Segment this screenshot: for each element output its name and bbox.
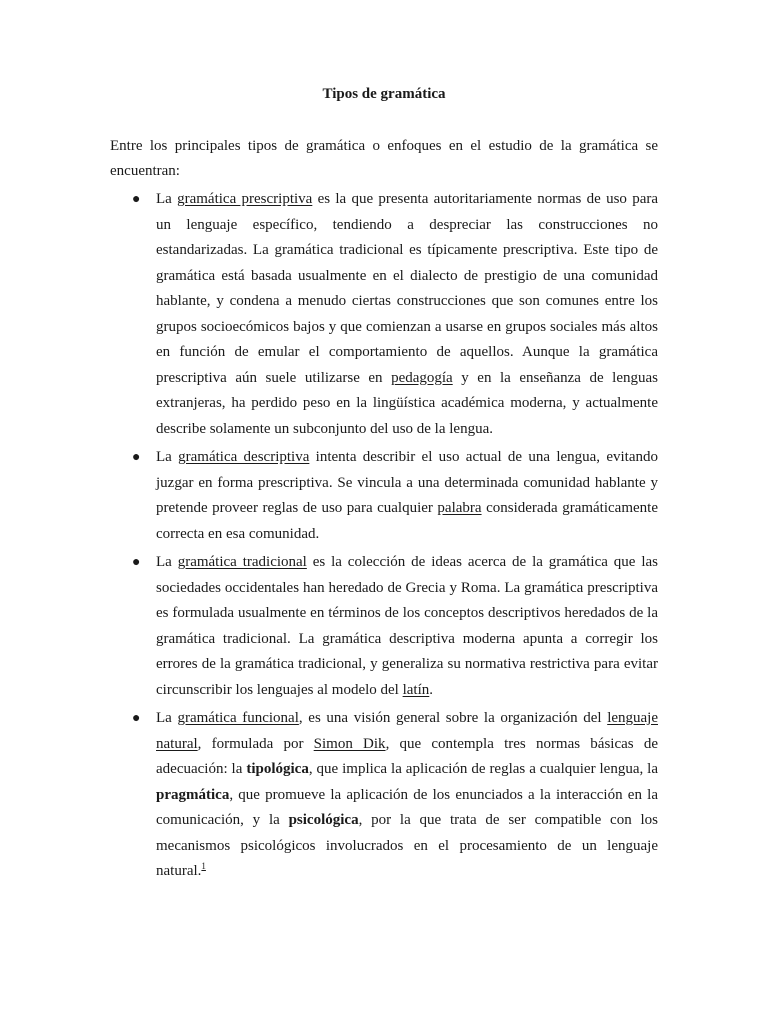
item-text: La [156,191,178,207]
item-text: . [429,681,434,698]
bold-term-pragmatica: pragmática [156,786,230,803]
link-gramatica-prescriptiva[interactable]: gramática prescriptiva [177,191,313,207]
link-palabra[interactable]: palabra [437,500,482,516]
item-text: , que contempla tres normas básicas de adecuación: la [156,735,658,777]
link-gramatica-funcional[interactable]: gramática funcional [177,710,299,726]
bullet-icon: ● [132,711,141,726]
grammar-types-list [110,187,658,885]
bold-term-psicologica: psicológica [288,812,359,828]
item-text: considerada gramáticamente correcta en esa comunidad. [156,500,658,542]
bullet-icon: ● [132,555,141,570]
link-gramatica-tradicional[interactable]: gramática tradicional [177,554,307,570]
item-text: y en la enseñanza de lenguas extranjeras, ha perdido peso en la lingüística académica moderna, y actualmente describe solamente un subconjunto del uso de la lengua. [156,369,658,437]
page-title: Tipos de gramática [322,86,446,102]
item-text: , por la que trata de ser compatible con los mecanismos psicológicos involucrados en el procesamiento de un lenguaje natural. [156,812,658,879]
intro-paragraph: Entre los principales tipos de gramática o enfoques en el estudio de la gramática se encuentran: [110,138,658,179]
list-item-funcional [110,706,658,885]
list-item-prescriptiva [110,187,658,442]
list-item-descriptiva [110,445,658,547]
bold-term-tipologica: tipológica [246,761,309,777]
item-text: intenta describir el uso actual de una lengua, evitando juzgar en forma prescriptiva. Se vincula a una determinada comunidad hablante y pretende proveer reglas de uso para cualquier [156,449,658,516]
bullet-icon: ● [132,192,141,207]
link-lenguaje-natural[interactable]: lenguaje natural [156,710,658,752]
item-text: La [156,449,179,465]
link-pedagogia[interactable]: pedagogía [391,369,453,386]
link-latin[interactable]: latín [402,681,430,698]
item-text: La [156,710,178,726]
list-item-tradicional [110,550,658,703]
link-simon-dik[interactable]: Simon Dik [313,735,386,752]
footnote-link[interactable]: 1 [201,861,206,871]
item-text: , que promueve la aplicación de los enunciados a la interacción en la comunicación, y la [156,786,658,828]
item-text: , es una visión general sobre la organización del [298,710,608,726]
bullet-icon: ● [132,450,141,465]
item-text: , que implica la aplicación de reglas a cualquier lengua, la [308,761,659,777]
item-text: , formulada por [197,735,314,752]
item-text: es la colección de ideas acerca de la gramática que las sociedades occidentales han heredado de Grecia y Roma. La gramática prescriptiva es formulada usualmente en términos de los conceptos descriptivos heredados de la gramática tradicional. La gramática descriptiva moderna apunta a corregir los errores de la gramática tradicional, y generaliza su normativa restrictiva para evitar circunscribir los lenguajes al modelo del [156,554,658,698]
item-text: es la que presenta autoritariamente normas de uso para un lenguaje específico, tendiendo a despreciar las construcciones no estandarizadas. La gramática tradicional es típicamente prescriptiva. Este tipo de gramática está basada usualmente en el dialecto de prestigio de una comunidad hablante, y condena a menudo ciertas construcciones que son comunes entre los grupos socioecómicos bajos y que comienzan a usarse en grupos sociales más altos en función de emular el comportamiento de aquellos. Aunque la gramática prescriptiva aún suele utilizarse en [156,191,659,386]
item-text: La [156,554,178,570]
link-gramatica-descriptiva[interactable]: gramática descriptiva [178,449,310,465]
